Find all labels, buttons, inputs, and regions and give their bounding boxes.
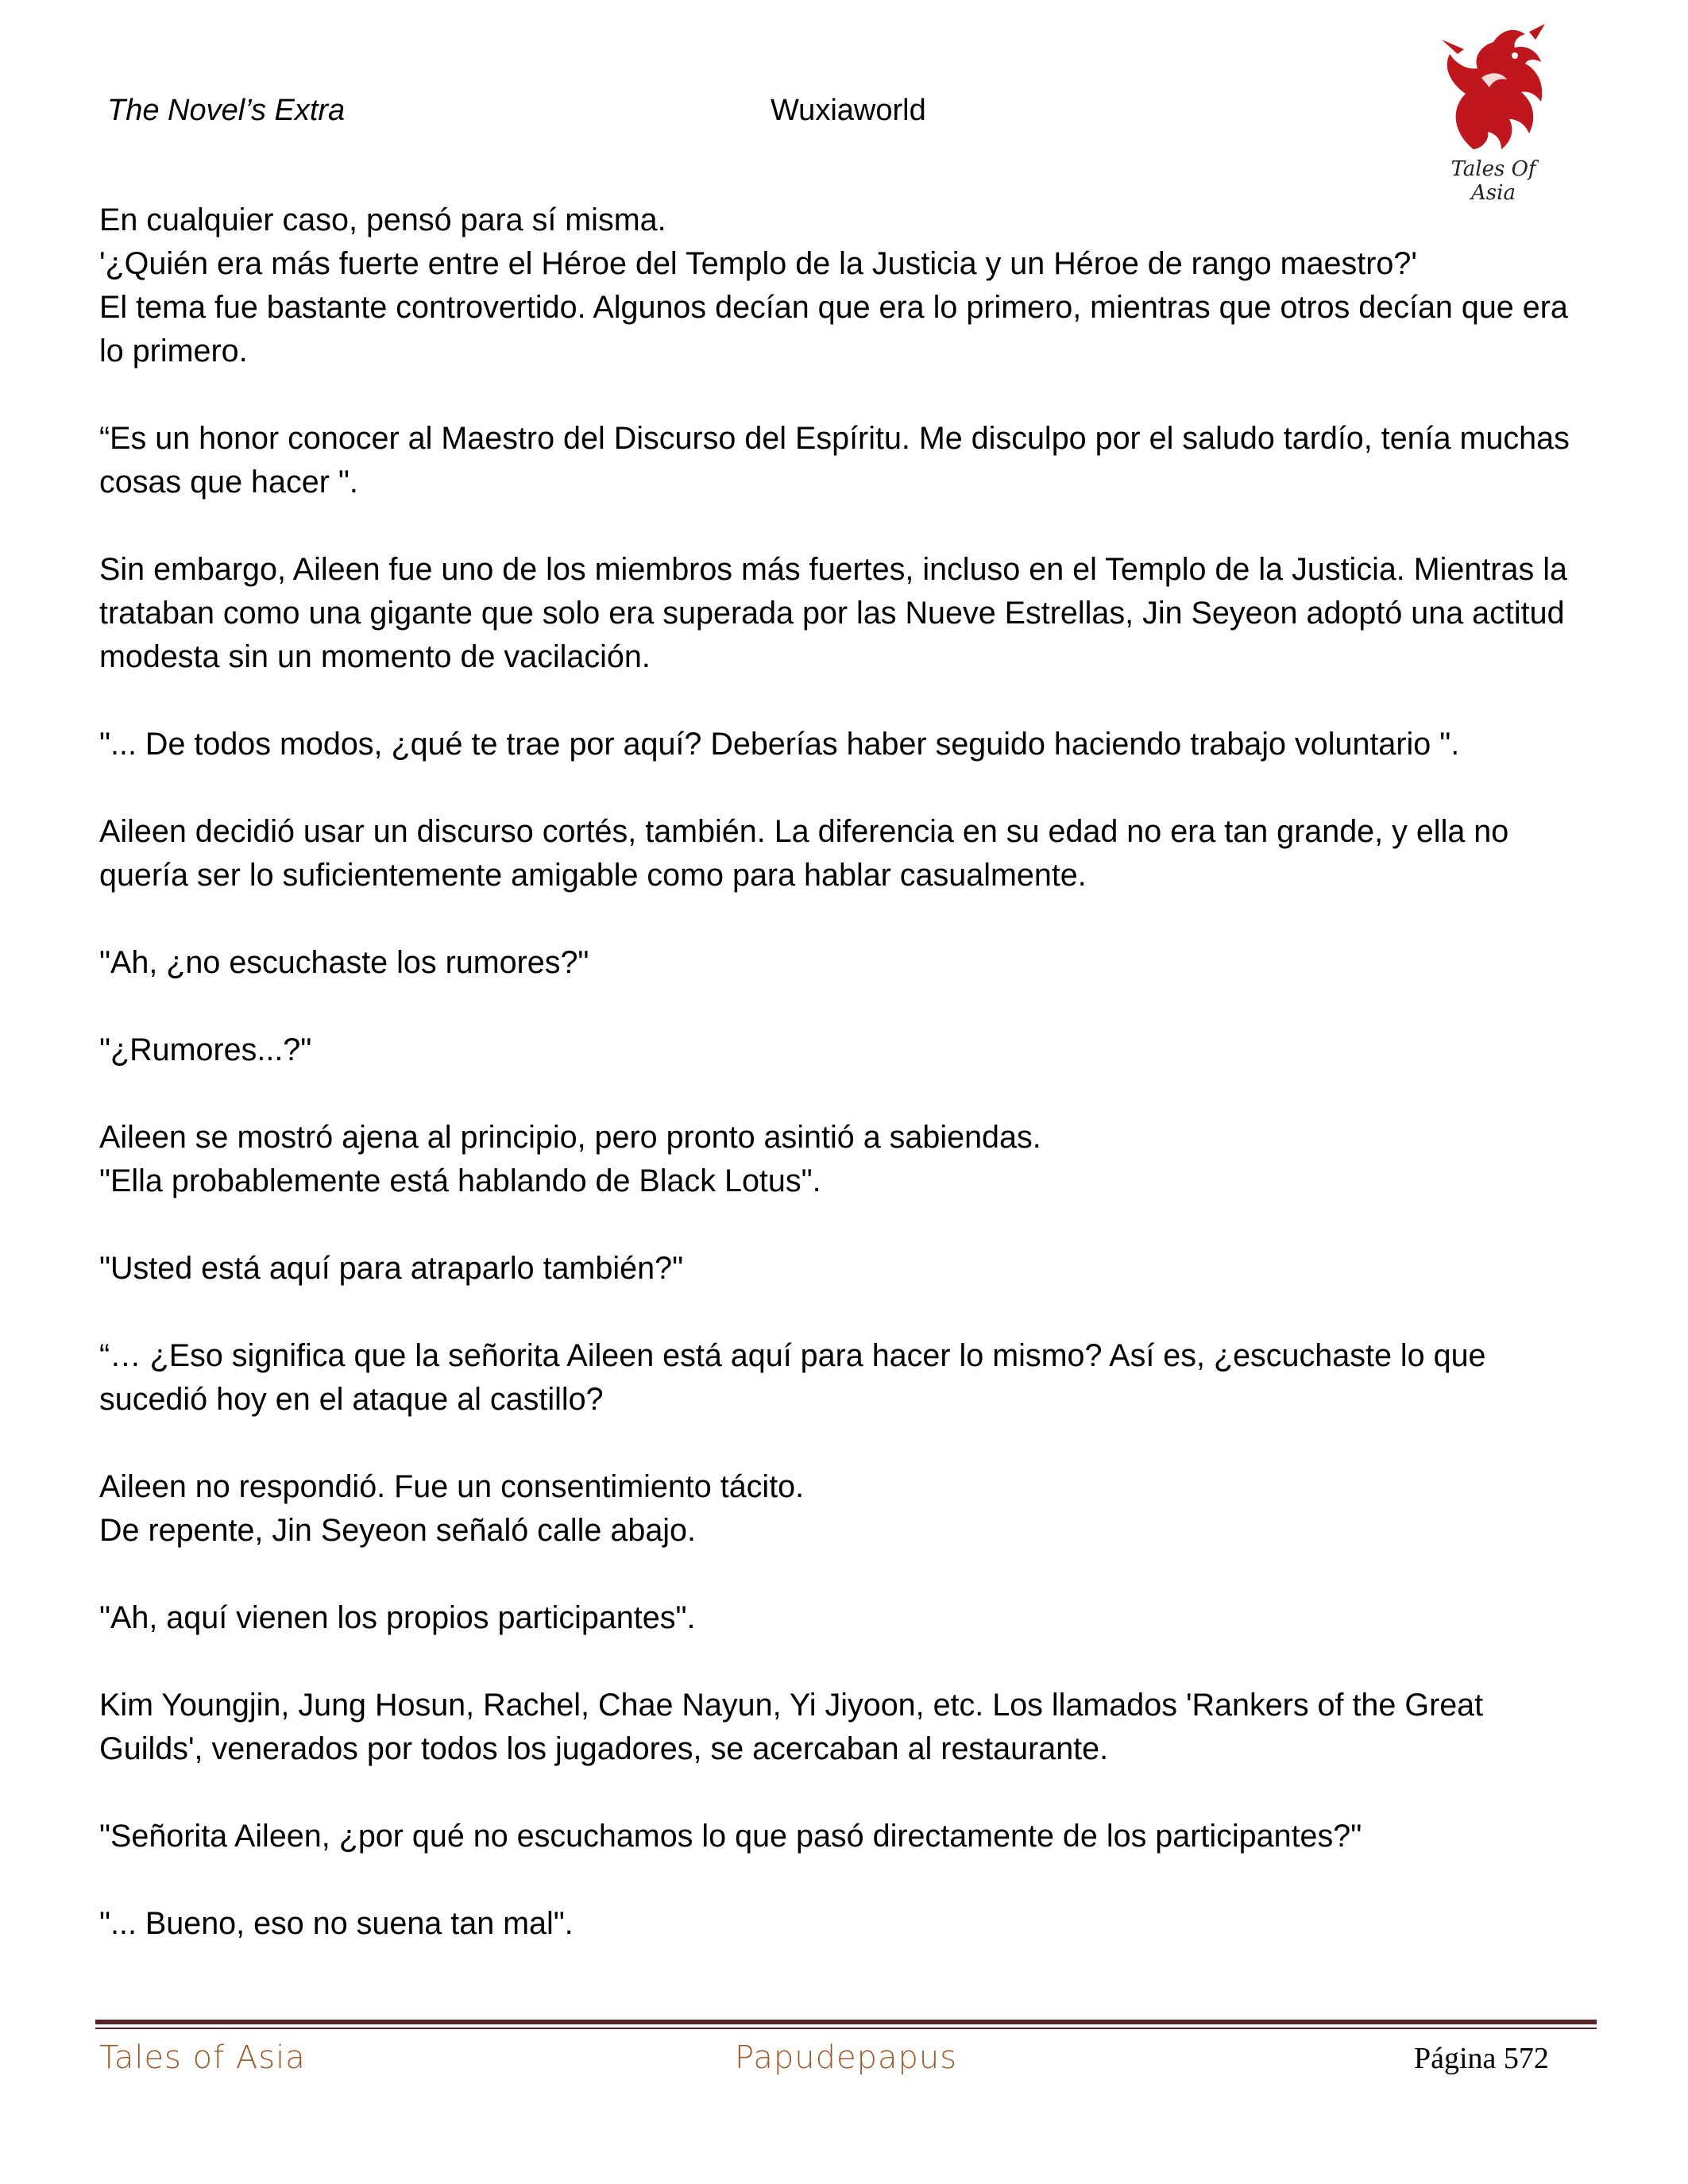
chapter-text xyxy=(99,199,1593,1946)
paragraph: Aileen decidió usar un discurso cortés, también. La diferencia en su edad no era tan grande, y ella no quería ser lo suficientemente amigable como para hablar casualmente. xyxy=(99,814,1509,893)
paragraph: "... Bueno, eso no suena tan mal". xyxy=(99,1906,574,1941)
paragraph: En cualquier caso, pensó para sí misma. xyxy=(99,203,666,237)
paragraph: Sin embargo, Aileen fue uno de los miembros más fuertes, incluso en el Templo de la Justicia. Mientras la trataban como una gigante que solo era superada por las Nueve Estrellas, Jin Seyeon adoptó una actitud modesta sin un momento de vacilación. xyxy=(99,552,1567,674)
paragraph: "Ah, ¿no escuchaste los rumores?" xyxy=(99,945,589,980)
header-novel-title: The Novel’s Extra xyxy=(107,94,346,127)
paragraph: “… ¿Eso significa que la señorita Aileen está aquí para hacer lo mismo? Así es, ¿escuchaste lo que sucedió hoy en el ataque al castillo? xyxy=(99,1338,1486,1417)
tales-of-asia-logo xyxy=(1426,22,1561,205)
paragraph: "Señorita Aileen, ¿por qué no escuchamos lo que pasó directamente de los participantes?" xyxy=(99,1819,1362,1854)
footer-divider xyxy=(95,2020,1597,2024)
footer-translator: Papudepapus xyxy=(735,2039,958,2076)
footer-site-name: Tales of Asia xyxy=(99,2039,306,2076)
logo-text: Tales Of Asia xyxy=(1450,157,1536,205)
paragraph: De repente, Jin Seyeon señaló calle abajo. xyxy=(99,1513,697,1548)
paragraph: Kim Youngjin, Jung Hosun, Rachel, Chae Nayun, Yi Jiyoon, etc. Los llamados 'Rankers of the Great Guilds', venerados por todos los jugadores, se acercaban al restaurante. xyxy=(99,1688,1484,1766)
header-site-name: Wuxiaworld xyxy=(771,94,926,127)
page-number: Página 572 xyxy=(1414,2042,1549,2075)
footer-divider-thin xyxy=(95,2028,1597,2029)
paragraph: "Usted está aquí para atraparlo también?" xyxy=(99,1251,684,1286)
red-dragon-logo-icon xyxy=(1426,22,1561,157)
paragraph: "Ah, aquí vienen los propios participantes". xyxy=(99,1600,696,1635)
paragraph: Aileen no respondió. Fue un consentimiento tácito. xyxy=(99,1469,805,1504)
paragraph: '¿Quién era más fuerte entre el Héroe del Templo de la Justicia y un Héroe de rango maestro?' xyxy=(99,246,1417,281)
paragraph: Aileen se mostró ajena al principio, pero pronto asintió a sabiendas. xyxy=(99,1120,1041,1155)
paragraph: “Es un honor conocer al Maestro del Discurso del Espíritu. Me disculpo por el saludo tardío, tenía muchas cosas que hacer ". xyxy=(99,421,1570,500)
paragraph: "... De todos modos, ¿qué te trae por aquí? Deberías haber seguido haciendo trabajo voluntario ". xyxy=(99,727,1460,762)
paragraph: El tema fue bastante controvertido. Algunos decían que era lo primero, mientras que otros decían que era lo primero. xyxy=(99,290,1568,369)
paragraph: "¿Rumores...?" xyxy=(99,1032,312,1067)
paragraph: "Ella probablemente está hablando de Black Lotus". xyxy=(99,1163,821,1198)
